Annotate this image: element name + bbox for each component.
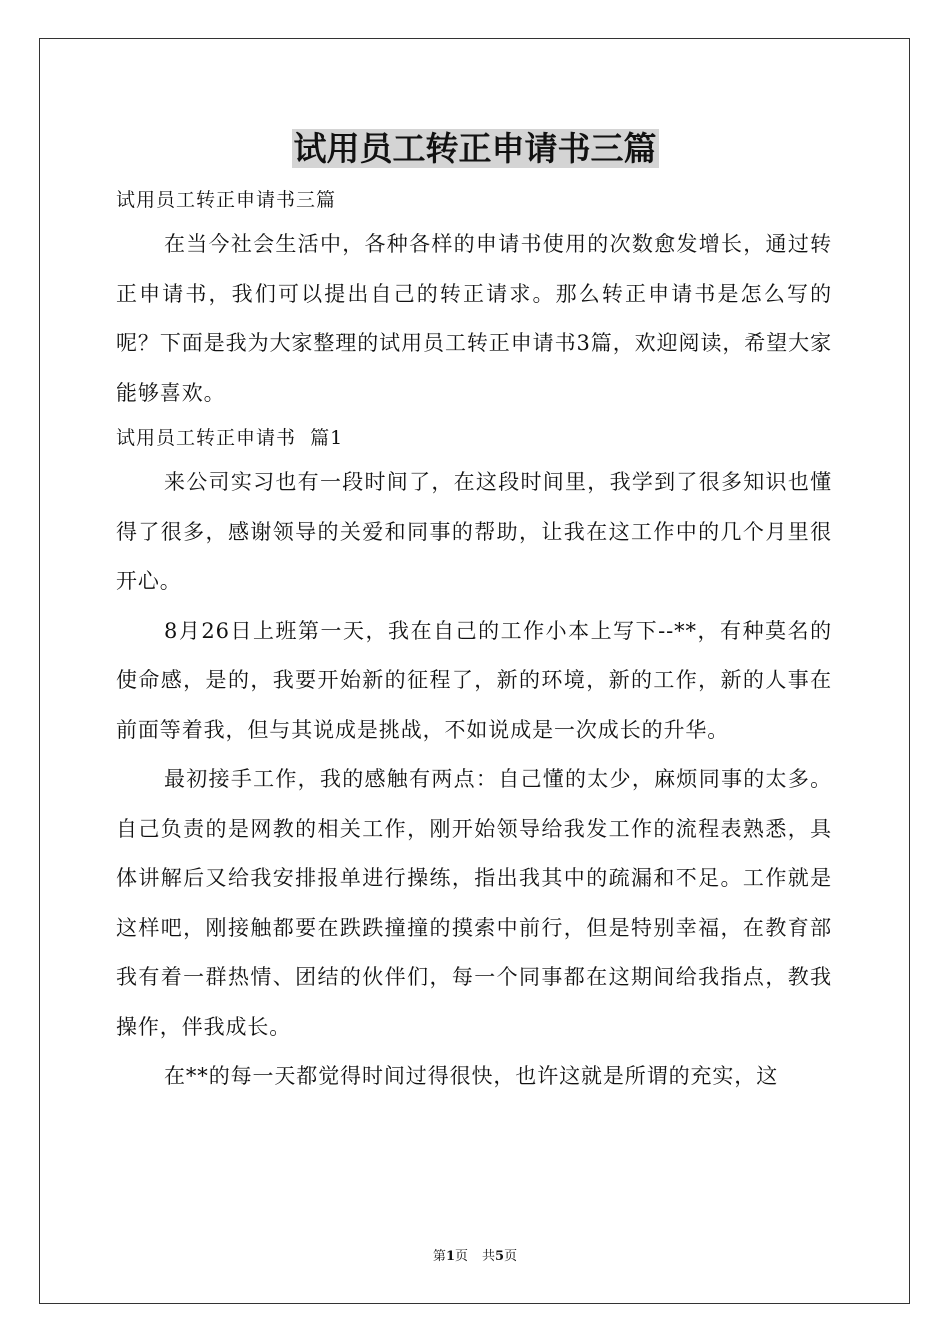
page-suffix: 页 [454, 1249, 468, 1264]
body-paragraph: 来公司实习也有一段时间了，在这段时间里，我学到了很多知识也懂得了很多，感谢领导的关爱和同事的帮助，让我在这工作中的几个月里很开心。 [116, 470, 832, 593]
body-paragraph: 最初接手工作，我的感触有两点：自己懂的太少，麻烦同事的太多。自己负责的是网教的相关工作，刚开始领导给我发工作的流程表熟悉，具体讲解后又给我安排报单进行操练，指出我其中的疏漏和不足。工作就是这样吧，刚接触都要在跌跌撞撞的摸索中前行，但是特别幸福，在教育部我有着一群热情、团结的伙伴们，每一个同事都在这期间给我指点，教我操作，伴我成长。 [116, 767, 832, 1039]
document-body [116, 180, 832, 1102]
page-footer [0, 1248, 950, 1266]
body-paragraph: 8月26日上班第一天，我在自己的工作小本上写下--**，有种莫名的使命感，是的，我要开始新的征程了，新的环境，新的工作，新的人事在前面等着我，但与其说成是挑战，不如说成是一次成长的升华。 [116, 618, 832, 742]
total-prefix: 共 [482, 1249, 496, 1264]
document-title [0, 126, 950, 172]
document-subtitle: 试用员工转正申请书三篇 [116, 189, 337, 211]
current-page-number: 1 [445, 1249, 455, 1264]
page-prefix: 第 [432, 1249, 446, 1264]
total-pages-number: 5 [495, 1249, 505, 1264]
body-paragraph: 在**的每一天都觉得时间过得很快，也许这就是所谓的充实，这 [164, 1064, 779, 1088]
document-title-text: 试用员工转正申请书三篇 [293, 129, 657, 168]
intro-paragraph: 在当今社会生活中，各种各样的申请书使用的次数愈发增长，通过转正申请书，我们可以提出自己的转正请求。那么转正申请书是怎么写的呢？下面是我为大家整理的试用员工转正申请书3篇，欢迎阅读，希望大家能够喜欢。 [116, 232, 832, 405]
section-heading: 试用员工转正申请书 篇1 [116, 427, 344, 449]
total-suffix: 页 [504, 1249, 518, 1264]
